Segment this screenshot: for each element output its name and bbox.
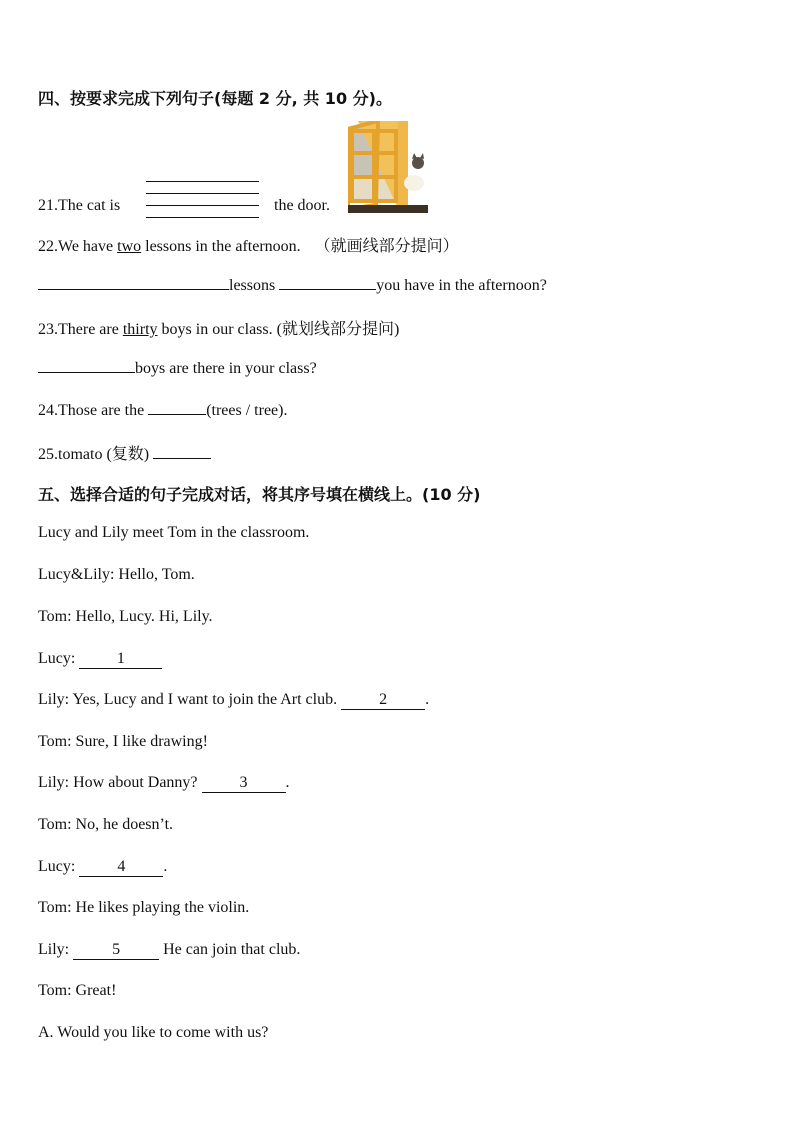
q21-answer-blank[interactable]: [146, 170, 259, 218]
q25-number: 25.: [38, 446, 58, 463]
q21-number: 21.: [38, 197, 58, 214]
q25-blank[interactable]: [153, 444, 211, 459]
answer-blank-5[interactable]: 5: [73, 941, 159, 960]
q22-answer-mid: lessons: [229, 277, 280, 294]
q23-answer-end: boys are there in your class?: [135, 360, 317, 377]
q22-answer-end: you have in the afternoon?: [376, 277, 547, 294]
question-22: [38, 233, 459, 256]
dialogue-line-6: [38, 774, 290, 793]
dialogue-text: Lily: Yes, Lucy and I want to join the Art club.: [38, 691, 342, 708]
dialogue-speaker: Lucy:: [38, 650, 80, 667]
cat-by-door-image: [348, 121, 428, 213]
dialogue-speaker: Lily:: [38, 941, 74, 958]
q22-blank-2[interactable]: [279, 275, 376, 290]
q24-text-pre: Those are the: [58, 402, 149, 419]
q24-text-post: (trees / tree).: [206, 402, 288, 419]
dialogue-line-11: Tom: Great!: [38, 982, 117, 999]
question-21: [38, 197, 120, 215]
dialogue-punct: .: [163, 858, 168, 875]
dialogue-intro: Lucy and Lily meet Tom in the classroom.: [38, 524, 310, 541]
q22-blank-1[interactable]: [38, 275, 229, 290]
dialogue-line-3: [38, 650, 162, 669]
option-a: A. Would you like to come with us?: [38, 1024, 269, 1041]
dialogue-punct: .: [425, 691, 430, 708]
dialogue-line-7: Tom: No, he doesn’t.: [38, 816, 174, 833]
question-25: [38, 441, 211, 464]
q22-instruction: （就画线部分提问）: [314, 238, 459, 255]
q23-text-pre: There are: [58, 321, 123, 338]
answer-blank-2[interactable]: 2: [341, 691, 425, 710]
dialogue-line-1: Lucy&Lily: Hello, Tom.: [38, 566, 195, 583]
q21-suffix: the door.: [274, 197, 330, 214]
q22-underlined-word: two: [117, 238, 142, 255]
q21-prefix: The cat is: [58, 197, 121, 214]
dialogue-text: Lily: How about Danny?: [38, 774, 202, 791]
q22-text-pre: We have: [58, 238, 118, 255]
dialogue-line-2: Tom: Hello, Lucy. Hi, Lily.: [38, 608, 213, 625]
q23-instruction: (就划线部分提问): [276, 321, 400, 338]
answer-blank-1[interactable]: 1: [79, 650, 162, 669]
section-5-title: 五、选择合适的句子完成对话，将其序号填在横线上。(10 分): [38, 485, 481, 504]
question-24: [38, 400, 287, 420]
q24-number: 24.: [38, 402, 58, 419]
dialogue-punct: .: [285, 774, 290, 791]
q23-answer-line: [38, 358, 317, 378]
q22-text-post: lessons in the afternoon.: [141, 238, 301, 255]
dialogue-text: He can join that club.: [159, 941, 301, 958]
dialogue-line-5: Tom: Sure, I like drawing!: [38, 733, 208, 750]
answer-blank-3[interactable]: 3: [202, 774, 286, 793]
dialogue-line-8: [38, 858, 167, 877]
dialogue-line-9: Tom: He likes playing the violin.: [38, 899, 250, 916]
q22-answer-line: [38, 275, 547, 295]
question-23: [38, 316, 399, 339]
section-4-title: 四、按要求完成下列句子(每题 2 分, 共 10 分)。: [38, 89, 392, 108]
q23-underlined-word: thirty: [122, 321, 158, 338]
q23-number: 23.: [38, 321, 58, 338]
q23-text-post: boys in our class.: [157, 321, 277, 338]
q24-blank[interactable]: [148, 400, 206, 415]
dialogue-line-4: [38, 691, 429, 710]
q25-text: tomato (复数): [58, 446, 154, 463]
q23-blank[interactable]: [38, 358, 135, 373]
answer-blank-4[interactable]: 4: [79, 858, 163, 877]
dialogue-line-10: [38, 941, 300, 960]
q22-number: 22.: [38, 238, 58, 255]
dialogue-speaker: Lucy:: [38, 858, 80, 875]
